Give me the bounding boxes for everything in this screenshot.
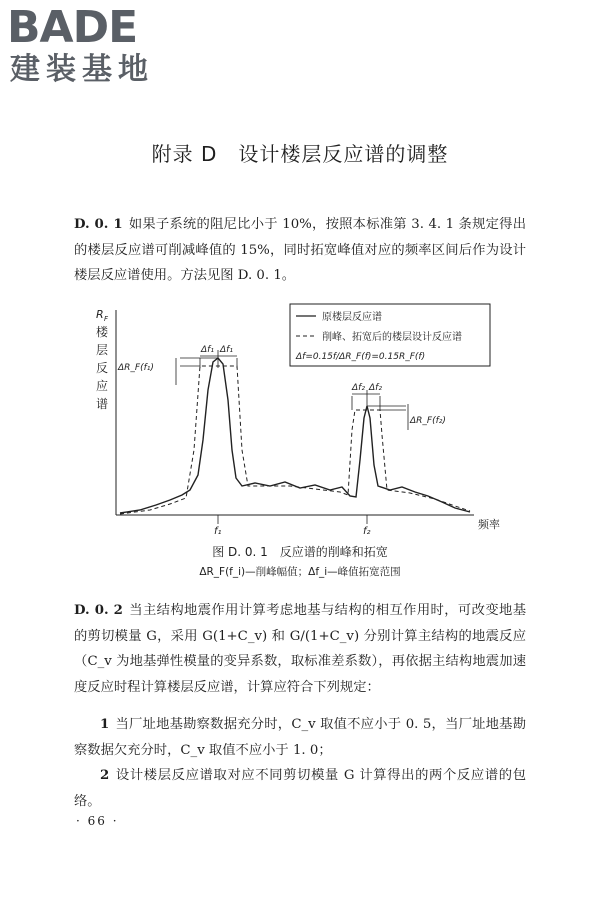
- list-item-text: 设计楼层反应谱取对应不同剪切模量 G 计算得出的两个反应谱的包络。: [74, 768, 526, 809]
- list-item-text: 当厂址地基勘察数据充分时，C_v 取值不应小于 0. 5，当厂址地基勘察数据欠充分时，C_v 取值不应小于 1. 0；: [74, 717, 526, 758]
- y-axis-label-char: 应: [96, 379, 109, 393]
- page-number: · 66 ·: [76, 814, 119, 828]
- peak2-freq-label: f₂: [363, 526, 371, 537]
- list-item-2: [74, 763, 526, 814]
- peak1-annotations: [117, 345, 237, 537]
- list-item-number: 1: [100, 717, 110, 732]
- x-axis-label: 频率: [478, 518, 500, 531]
- list-item-1: [74, 712, 526, 763]
- y-axis-label-char: 层: [96, 343, 109, 357]
- original-spectrum-curve: [120, 358, 470, 513]
- legend-formula: Δf=0.15f/ΔR_F(f)=0.15R_F(f): [296, 352, 426, 362]
- list-item-number: 2: [100, 768, 110, 783]
- brand-logo: BADE: [7, 2, 138, 53]
- clause-number: D. 0. 2: [74, 603, 123, 618]
- peak2-delta-f-right: Δf₂: [369, 383, 382, 393]
- peak1-delta-f-left: Δf₁: [201, 345, 214, 355]
- peak1-delta-f-right: Δf₁: [220, 345, 233, 355]
- y-axis-label-char: 反: [96, 361, 109, 375]
- response-spectrum-figure: [90, 300, 530, 540]
- page-title: 附录 D 设计楼层反应谱的调整: [151, 142, 449, 166]
- peak2-delta-r: ΔR_F(f₂): [410, 416, 446, 426]
- brand-logo-cn: 建装基地: [10, 52, 154, 87]
- y-axis-label-char: 楼: [96, 325, 109, 339]
- clause-text: 如果子系统的阻尼比小于 10%，按照本标准第 3. 4. 1 条规定得出的楼层反应谱可削减峰值的 15%，同时拓宽峰值对应的频率区间后作为设计楼层反应谱使用。方法见图 D. 0. 1。: [74, 217, 527, 283]
- y-axis-label-char: 谱: [96, 397, 109, 411]
- peak1-freq-label: f₁: [214, 526, 222, 537]
- peak1-delta-r: ΔR_F(f₁): [118, 363, 154, 373]
- y-axis-label: [96, 308, 109, 411]
- legend-dashed-label: 削峰、拓宽后的楼层设计反应谱: [322, 332, 462, 343]
- paragraph-d01: [74, 212, 526, 289]
- clause-number: D. 0. 1: [74, 217, 123, 232]
- peak2-delta-f-left: Δf₂: [352, 383, 365, 393]
- y-axis-label-char: F: [104, 315, 109, 323]
- peak2-annotations: [351, 383, 446, 537]
- figure-caption: 图 D. 0. 1 反应谱的削峰和拓宽: [212, 545, 388, 559]
- clause-text: 当主结构地震作用计算考虑地基与结构的相互作用时，可改变地基的剪切模量 G，采用 G(1+C_v) 和 G/(1+C_v) 分别计算主结构的地震反应（C_v 为地基弹性模量的变异系数，取标准差系数），再依据主结构地震加速度反应时程计算楼层反应谱，计算应符合下列规定：: [74, 603, 527, 695]
- design-spectrum-curve: [120, 366, 470, 514]
- figure-subcaption: ΔR_F(f_i)—削峰幅值；Δf_i—峰值拓宽范围: [199, 566, 401, 578]
- paragraph-d02: [74, 598, 526, 700]
- legend-solid-label: 原楼层反应谱: [322, 312, 382, 323]
- legend: [290, 304, 490, 366]
- y-axis-label-char: R: [96, 308, 104, 321]
